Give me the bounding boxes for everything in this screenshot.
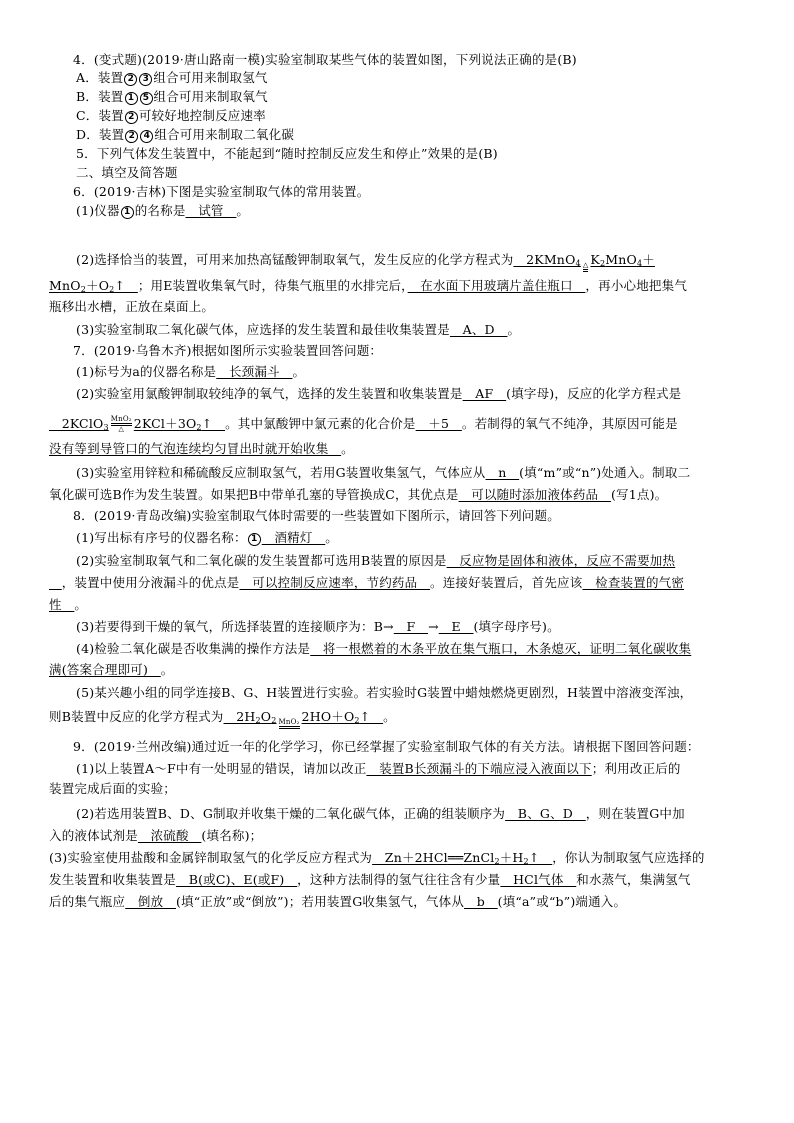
q9-part2-line1: (2)若选用装置B、D、G制取并收集干燥的二氧化碳气体，正确的组装顺序为 B、G、D ，则在装置G中加: [76, 806, 685, 821]
q4-option-a: A．装置 2 3 组合可用来制取氢气: [76, 70, 268, 85]
q7-stem: 7．(2019·乌鲁木齐)根据如图所示实验装置回答问题：: [73, 343, 383, 358]
answer-blank: n: [485, 465, 520, 480]
equation-answer: 2KMnO$_4$ △ $K_2MnO_4+$: [513, 252, 655, 267]
equation-answer: $2H_2O_2$ MnO₂ $2HO+O_2↑$: [224, 709, 384, 724]
q8-part5-line2: 则B装置中反应的化学方程式为 $2H_2O_2$ MnO₂ $2HO+O_2↑$ 。: [49, 708, 396, 726]
q9-part3-line3: 后的集气瓶应 倒放 (填“正放”或“倒放”)；若用装置G收集氢气，气体从 b (填“a”或“b”)端通入。: [49, 894, 627, 909]
circled-2-icon: 2: [125, 130, 138, 143]
answer-blank: AF: [462, 386, 507, 401]
q9-part3-line2: 发生装置和收集装置是 B(或C)、E(或F) ，这种方法制得的氢气往往含有少量 HCl气体 和水蒸气，集满氢气: [49, 872, 691, 887]
answer-blank: 在水面下用玻璃片盖住瓶口: [407, 278, 586, 293]
q7-part2-line2: 2KClO$_3$ MnO₂ △ $2KCl+3O_2↑$ 。其中氯酸钾中氯元素的化合价是 ＋5 。若制得的氧气不纯净，其原因可能是: [49, 415, 678, 433]
q4-option-d: D．装置 2 4 组合可用来制取二氧化碳: [76, 127, 295, 142]
answer-blank: 长颈漏斗: [216, 364, 293, 379]
q7-part1: (1)标号为a的仪器名称是 长颈漏斗 。: [76, 364, 306, 379]
q8-part5-line1: (5)某兴趣小组的同学连接B、G、H装置进行实验。若实验时G装置中蜡烛燃烧更剧烈，H装置中溶液变浑浊，: [76, 685, 693, 700]
circled-3-icon: 3: [139, 73, 152, 86]
q6-stem: 6．(2019·吉林)下图是实验室制取气体的常用装置。: [73, 184, 370, 199]
answer-blank: b: [464, 894, 498, 909]
q8-part4-line1: (4)检验二氧化碳是否收集满的操作方法是 将一根燃着的木条平放在集气瓶口，木条熄灭，证明二氧化碳收集: [76, 641, 692, 656]
answer-blank: 酒精灯: [261, 530, 326, 545]
answer-blank: 试管: [185, 203, 237, 218]
circled-5-icon: 5: [140, 92, 153, 105]
answer-blank: 将一根燃着的木条平放在集气瓶口，木条熄灭，证明二氧化碳收集: [310, 641, 692, 656]
q8-part2-line1: (2)实验室制取氧气和二氧化碳的发生装置都可选用B装置的原因是 反应物是固体和液体，反应不需要加热: [76, 553, 676, 568]
q4-stem: 4．(变式题)(2019·唐山路南一模)实验室制取某些气体的装置如图，下列说法正确的是(B): [73, 52, 577, 67]
answer-blank: 检查装置的气密: [582, 575, 685, 590]
q5-stem: 5．下列气体发生装置中，不能起到“随时控制反应发生和停止”效果的是(B): [76, 146, 498, 161]
answer-blank: 可以随时添加液体药品: [458, 487, 611, 502]
q6-part2-line1: (2)选择恰当的装置，可用来加热高锰酸钾制取氧气，发生反应的化学方程式为 2KMnO$_4$ △ $K_2MnO_4+$: [76, 251, 655, 269]
answer-blank: ＋5: [415, 416, 462, 431]
q8-part4-line2: 满(答案合理即可) 。: [49, 662, 174, 677]
circled-2-icon: 2: [124, 73, 137, 86]
q6-part1: (1)仪器 1 的名称是 试管 。: [76, 203, 250, 218]
answer-blank: 可以控制反应速率，节约药品: [239, 575, 431, 590]
q8-part2-line2: ，装置中使用分液漏斗的优点是 可以控制反应速率，节约药品 。连接好装置后，首先应该 检查装置的气密: [61, 575, 685, 590]
answer-blank: 没有等到导管口的气泡连续均匀冒出时就开始收集: [49, 441, 342, 456]
q9-part1-line2: 装置完成后面的实验；: [49, 781, 177, 796]
answer-blank: F: [393, 619, 429, 634]
circled-4-icon: 4: [140, 130, 153, 143]
answer-blank: B(或C)、E(或F): [176, 872, 298, 887]
q8-stem: 8．(2019·青岛改编)实验室制取气体时需要的一些装置如下图所示，请回答下列问题。: [73, 508, 560, 523]
q9-part2-line2: 入的液体试剂是 浓硫酸 (填名称)；: [49, 828, 263, 843]
q8-part3: (3)若要得到干燥的氧气，所选择装置的连接顺序为：B→ F → E (填字母序号)。: [76, 619, 560, 634]
q7-part2-line1: (2)实验室用氯酸钾制取较纯净的氧气，选择的发生装置和收集装置是 AF (填字母)，反应的化学方程式是: [76, 386, 682, 401]
q6-part2-line3: 瓶移出水槽，正放在桌面上。: [49, 299, 215, 314]
q4-option-b: B．装置 1 5 组合可用来制取氧气: [76, 89, 268, 104]
answer-blank: 反应物是固体和液体，反应不需要加热: [446, 553, 676, 568]
q4-option-c: C．装置 2 可较好地控制反应速率: [76, 108, 266, 123]
q6-part2-line2: $MnO_2+O_2↑$ ；用E装置收集氧气时，待集气瓶里的水排完后， 在水面下用玻璃片盖住瓶口 ，再小心地把集气: [49, 278, 688, 294]
q7-part3-line1: (3)实验室用锌粒和稀硫酸反应制取氢气，若用G装置收集氢气，气体应从 n (填“m”或“n”)处通入。制取二: [76, 465, 691, 480]
circled-1-icon: 1: [248, 533, 261, 546]
q9-stem: 9．(2019·兰州改编)通过近一年的化学学习，你已经掌握了实验室制取气体的有关方法。请根据下图回答问题：: [73, 739, 700, 754]
answer-blank: A、D: [449, 322, 508, 337]
q9-part1-line1: (1)以上装置A～F中有一处明显的错误，请加以改正 装置B长颈漏斗的下端应浸入液面以下；利用改正后的: [76, 761, 681, 776]
answer-blank: HCl气体: [500, 872, 577, 887]
answer-blank: E: [438, 619, 474, 634]
answer-blank: 装置B长颈漏斗的下端应浸入液面以下: [366, 761, 592, 776]
q8-part1: (1)写出标有序号的仪器名称： 1 酒精灯 。: [76, 530, 338, 545]
q6-part3: (3)实验室制取二氧化碳气体，应选择的发生装置和最佳收集装置是 A、D 。: [76, 322, 521, 337]
q7-part2-line3: 没有等到导管口的气泡连续均匀冒出时就开始收集 。: [49, 441, 354, 456]
circled-1-icon: 1: [125, 92, 138, 105]
answer-blank: B、G、D: [505, 806, 586, 821]
q9-part3-line1: (3)实验室使用盐酸和金属锌制取氢气的化学反应方程式为 $Zn+2HCl══ZnCl_2+H_2↑$ ，你认为制取氢气应选择的: [49, 850, 705, 866]
equation-answer: $Zn+2HCl══ZnCl_2+H_2↑$: [372, 850, 553, 866]
answer-blank: 浓硫酸: [137, 828, 202, 843]
q7-part3-line2: 氧化碳可选B作为发生装置。如果把B中带单孔塞的导管换成C，其优点是 可以随时添加液体药品 (写1点)。: [49, 487, 668, 502]
equation-answer: 2KClO$_3$ MnO₂ △ $2KCl+3O_2↑$: [49, 415, 226, 433]
answer-blank: 倒放: [125, 894, 177, 909]
circled-1-icon: 1: [121, 206, 134, 219]
section-heading: 二、填空及简答题: [76, 165, 178, 180]
q8-part2-line3: 性 。: [49, 597, 88, 612]
circled-2-icon: 2: [125, 111, 138, 124]
